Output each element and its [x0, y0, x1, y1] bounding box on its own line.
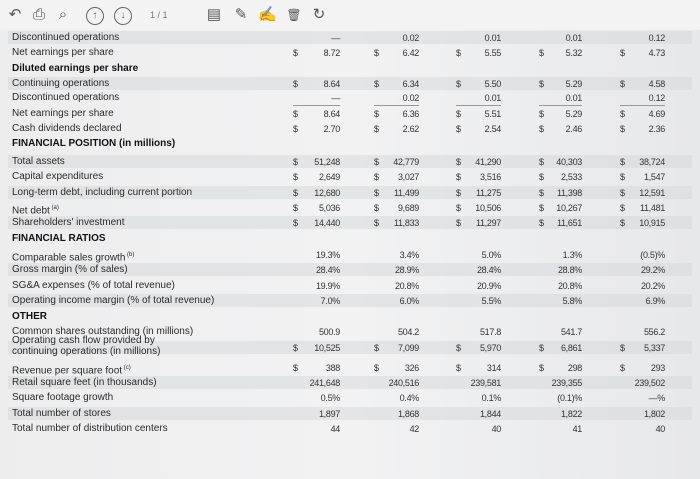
cell-value: 40,303 — [556, 157, 582, 167]
total-rule — [539, 105, 582, 106]
cell-value: 10,915 — [639, 218, 665, 228]
cell-value: 6.0% — [399, 296, 419, 306]
dollar-sign: $ — [374, 48, 380, 58]
pdf-toolbar — [0, 0, 700, 30]
row-label: Discontinued operations — [12, 92, 120, 103]
dollar-sign: $ — [456, 124, 462, 134]
dollar-sign: $ — [620, 157, 626, 167]
cell-value: 5.29 — [565, 109, 582, 119]
dollar-sign: $ — [539, 172, 545, 182]
cell-value: 2.70 — [323, 124, 340, 134]
dollar-sign: $ — [293, 343, 299, 353]
print-icon[interactable]: ⎙ — [32, 6, 45, 23]
cell-value: 5.8% — [562, 296, 582, 306]
cell-value: 8.64 — [323, 109, 340, 119]
page-down-icon[interactable]: ↓ — [114, 7, 132, 25]
cell-value: 240,516 — [388, 378, 419, 388]
footnote-marker: (a) — [49, 205, 59, 211]
row-label: SG&A expenses (% of total revenue) — [12, 280, 175, 291]
total-rule — [620, 105, 665, 106]
sign-icon[interactable]: ✍ — [258, 6, 277, 23]
cell-value: 293 — [650, 363, 665, 373]
dollar-sign: $ — [456, 109, 462, 119]
search-icon[interactable]: ⌕ — [58, 6, 68, 23]
dollar-sign: $ — [620, 218, 626, 228]
row-label: Gross margin (% of sales) — [12, 264, 128, 275]
cell-value: 28.4% — [315, 265, 340, 275]
dollar-sign: $ — [374, 188, 380, 198]
cell-value: 556.2 — [643, 327, 665, 337]
cell-value: 11,297 — [475, 218, 501, 228]
cell-value: 28.4% — [476, 265, 501, 275]
row-label: Comparable sales growth $^{(b)}$ — [12, 252, 135, 264]
dollar-sign: $ — [456, 188, 462, 198]
cell-value: 40 — [655, 424, 665, 434]
cell-value: 6.36 — [402, 109, 419, 119]
total-rule — [456, 105, 501, 106]
dollar-sign: $ — [539, 188, 545, 198]
cell-value: 8.72 — [323, 48, 340, 58]
cell-value: 3,027 — [397, 172, 419, 182]
cell-value: 11,833 — [393, 218, 419, 228]
dollar-sign: $ — [456, 48, 462, 58]
cell-value: (0.5)% — [640, 250, 665, 260]
total-rule — [374, 105, 419, 106]
dollar-sign: $ — [293, 203, 299, 213]
row-shading — [8, 77, 692, 90]
dollar-sign: $ — [293, 363, 299, 373]
cell-value: 0.01 — [484, 93, 501, 103]
cell-value: 0.02 — [402, 33, 419, 43]
cell-value: 239,355 — [551, 378, 582, 388]
cell-value: 19.3% — [315, 250, 340, 260]
cell-value: 42,779 — [393, 157, 419, 167]
cell-value: 1,802 — [643, 409, 665, 419]
dollar-sign: $ — [620, 124, 626, 134]
pen-icon[interactable]: ✎ — [234, 6, 248, 23]
dollar-sign: $ — [456, 218, 462, 228]
cell-value: 8.64 — [323, 79, 340, 89]
cell-value: 5.0% — [481, 250, 501, 260]
cell-value: 1,868 — [397, 409, 419, 419]
dollar-sign: $ — [456, 343, 462, 353]
cell-value: 2.54 — [484, 124, 501, 134]
cell-value: 5,337 — [643, 343, 665, 353]
row-label: Retail square feet (in thousands) — [12, 377, 157, 388]
cell-value: 2,649 — [318, 172, 340, 182]
cell-value: — — [331, 93, 340, 103]
cell-value: 11,481 — [639, 203, 665, 213]
cell-value: 1,822 — [560, 409, 582, 419]
cell-value: 5.32 — [565, 48, 582, 58]
cell-value: 11,275 — [475, 188, 501, 198]
row-label: Shareholders' investment — [12, 217, 125, 228]
row-label: Net earnings per share — [12, 47, 114, 58]
dollar-sign: $ — [293, 157, 299, 167]
cell-value: 19.9% — [315, 281, 340, 291]
cell-value: 3.4% — [399, 250, 419, 260]
cell-value: 517.8 — [479, 327, 501, 337]
cell-value: 6.34 — [402, 79, 419, 89]
dollar-sign: $ — [456, 157, 462, 167]
cell-value: 41 — [572, 424, 582, 434]
dollar-sign: $ — [374, 79, 380, 89]
cell-value: 10,506 — [475, 203, 501, 213]
cell-value: 12,680 — [314, 188, 340, 198]
cell-value: 5.5% — [481, 296, 501, 306]
dollar-sign: $ — [293, 218, 299, 228]
cell-value: 0.5% — [320, 393, 340, 403]
dollar-sign: $ — [620, 48, 626, 58]
cell-value: 10,267 — [556, 203, 582, 213]
row-label: Total number of distribution centers — [12, 423, 168, 434]
dollar-sign: $ — [456, 172, 462, 182]
row-label: Revenue per square foot $^{(c)}$ — [12, 365, 131, 377]
cell-value: 44 — [330, 424, 340, 434]
back-icon[interactable]: ↶ — [8, 6, 22, 23]
cell-value: 5,036 — [318, 203, 340, 213]
cell-value: 0.01 — [484, 33, 501, 43]
row-label: Total number of stores — [12, 408, 111, 419]
cell-value: 3,516 — [479, 172, 501, 182]
cell-value: 2.46 — [565, 124, 582, 134]
dollar-sign: $ — [620, 79, 626, 89]
cell-value: 41,290 — [475, 157, 501, 167]
cell-value: 28.8% — [557, 265, 582, 275]
dollar-sign: $ — [374, 157, 380, 167]
cell-value: 0.02 — [402, 93, 419, 103]
cell-value: 20.8% — [557, 281, 582, 291]
cell-value: 6,861 — [560, 343, 582, 353]
cell-value: 388 — [325, 363, 340, 373]
cell-value: 7,099 — [397, 343, 419, 353]
dollar-sign: $ — [620, 203, 626, 213]
cell-value: 5.55 — [484, 48, 501, 58]
cell-value: 20.9% — [476, 281, 501, 291]
dollar-sign: $ — [293, 188, 299, 198]
dollar-sign: $ — [293, 124, 299, 134]
dollar-sign: $ — [539, 203, 545, 213]
cell-value: 0.12 — [648, 93, 665, 103]
dollar-sign: $ — [539, 157, 545, 167]
cell-value: (0.1)% — [557, 393, 582, 403]
dollar-sign: $ — [539, 218, 545, 228]
dollar-sign: $ — [374, 109, 380, 119]
row-label: Cash dividends declared — [12, 123, 122, 134]
document-page — [0, 30, 700, 479]
comment-icon[interactable]: ▤ — [206, 6, 222, 23]
cell-value: 11,651 — [556, 218, 582, 228]
trash-icon[interactable]: 🗑 — [286, 8, 302, 22]
cell-value: 0.01 — [565, 33, 582, 43]
cell-value: 1.3% — [562, 250, 582, 260]
cell-value: 239,581 — [470, 378, 501, 388]
cell-value: 10,525 — [314, 343, 340, 353]
cell-value: 4.58 — [648, 79, 665, 89]
row-label: Net earnings per share — [12, 108, 114, 119]
cell-value: 241,648 — [309, 378, 340, 388]
dollar-sign: $ — [539, 363, 545, 373]
cell-value: — — [331, 33, 340, 43]
cell-value: 2.62 — [402, 124, 419, 134]
cell-value: 6.42 — [402, 48, 419, 58]
cell-value: 541.7 — [560, 327, 582, 337]
cell-value: 504.2 — [397, 327, 419, 337]
cell-value: 1,897 — [318, 409, 340, 419]
dollar-sign: $ — [374, 124, 380, 134]
cell-value: 7.0% — [320, 296, 340, 306]
dollar-sign: $ — [539, 48, 545, 58]
cell-value: 4.69 — [648, 109, 665, 119]
dollar-sign: $ — [539, 343, 545, 353]
row-label: FINANCIAL POSITION (in millions) — [12, 138, 176, 149]
dollar-sign: $ — [539, 109, 545, 119]
cell-value: 12,591 — [639, 188, 665, 198]
cell-value: 38,724 — [639, 157, 665, 167]
row-label: Continuing operations — [12, 78, 110, 89]
dollar-sign: $ — [293, 79, 299, 89]
cell-value: 0.1% — [481, 393, 501, 403]
dollar-sign: $ — [456, 203, 462, 213]
cell-value: 326 — [404, 363, 419, 373]
row-label: Capital expenditures — [12, 171, 104, 182]
cell-value: 0.01 — [565, 93, 582, 103]
dollar-sign: $ — [374, 218, 380, 228]
row-label: OTHER — [12, 311, 47, 322]
dollar-sign: $ — [456, 79, 462, 89]
row-label: Long-term debt, including current portion — [12, 187, 193, 198]
cell-value: 5.50 — [484, 79, 501, 89]
dollar-sign: $ — [620, 363, 626, 373]
row-shading — [8, 155, 692, 168]
cell-value: 40 — [491, 424, 501, 434]
cell-value: 29.2% — [640, 265, 665, 275]
dollar-sign: $ — [456, 363, 462, 373]
cell-value: 500.9 — [318, 327, 340, 337]
dollar-sign: $ — [293, 172, 299, 182]
cell-value: 28.9% — [394, 265, 419, 275]
cell-value: 5.51 — [484, 109, 501, 119]
row-label: FINANCIAL RATIOS — [12, 233, 106, 244]
page-indicator: 1 / 1 — [150, 10, 168, 20]
row-label: Total assets — [12, 156, 65, 167]
cell-value: 1,844 — [479, 409, 501, 419]
total-rule — [293, 105, 340, 106]
cell-value: 0.12 — [648, 33, 665, 43]
cell-value: 20.8% — [394, 281, 419, 291]
cell-value: 314 — [486, 363, 501, 373]
cell-value: 11,398 — [556, 188, 582, 198]
dollar-sign: $ — [620, 343, 626, 353]
cell-value: 11,499 — [393, 188, 419, 198]
row-label: Operating income margin (% of total revenue) — [12, 295, 215, 306]
dollar-sign: $ — [620, 188, 626, 198]
dollar-sign: $ — [374, 363, 380, 373]
row-label: Net debt $^{(a)}$ — [12, 205, 59, 217]
row-label: Diluted earnings per share — [12, 63, 139, 74]
cell-value: 298 — [567, 363, 582, 373]
cell-value: 51,248 — [314, 157, 340, 167]
row-label: Discontinued operations — [12, 32, 120, 43]
dollar-sign: $ — [620, 109, 626, 119]
cell-value: 20.2% — [640, 281, 665, 291]
row-label: Common shares outstanding (in millions) — [12, 326, 194, 337]
dollar-sign: $ — [539, 124, 545, 134]
cell-value: 14,440 — [314, 218, 340, 228]
cell-value: 5,970 — [479, 343, 501, 353]
cell-value: 1,547 — [643, 172, 665, 182]
cell-value: 42 — [409, 424, 419, 434]
cell-value: 239,502 — [634, 378, 665, 388]
cell-value: 2.36 — [648, 124, 665, 134]
cell-value: 0.4% — [399, 393, 419, 403]
dollar-sign: $ — [374, 343, 380, 353]
cell-value: 9,689 — [397, 203, 419, 213]
dollar-sign: $ — [374, 172, 380, 182]
cell-value: 5.29 — [565, 79, 582, 89]
cell-value: 4.73 — [648, 48, 665, 58]
rotate-icon[interactable]: ↻ — [312, 6, 326, 23]
cell-value: 2,533 — [560, 172, 582, 182]
cell-value: 6.9% — [645, 296, 665, 306]
footnote-marker: (b) — [125, 252, 135, 258]
row-label: Square footage growth — [12, 392, 114, 403]
dollar-sign: $ — [539, 79, 545, 89]
dollar-sign: $ — [293, 48, 299, 58]
cell-value: —% — [648, 393, 665, 403]
row-label: Operating cash flow provided by continuing operations (in millions) — [12, 335, 161, 357]
dollar-sign: $ — [293, 109, 299, 119]
page-up-icon[interactable]: ↑ — [86, 7, 104, 25]
dollar-sign: $ — [374, 203, 380, 213]
footnote-marker: (c) — [122, 365, 131, 371]
dollar-sign: $ — [620, 172, 626, 182]
